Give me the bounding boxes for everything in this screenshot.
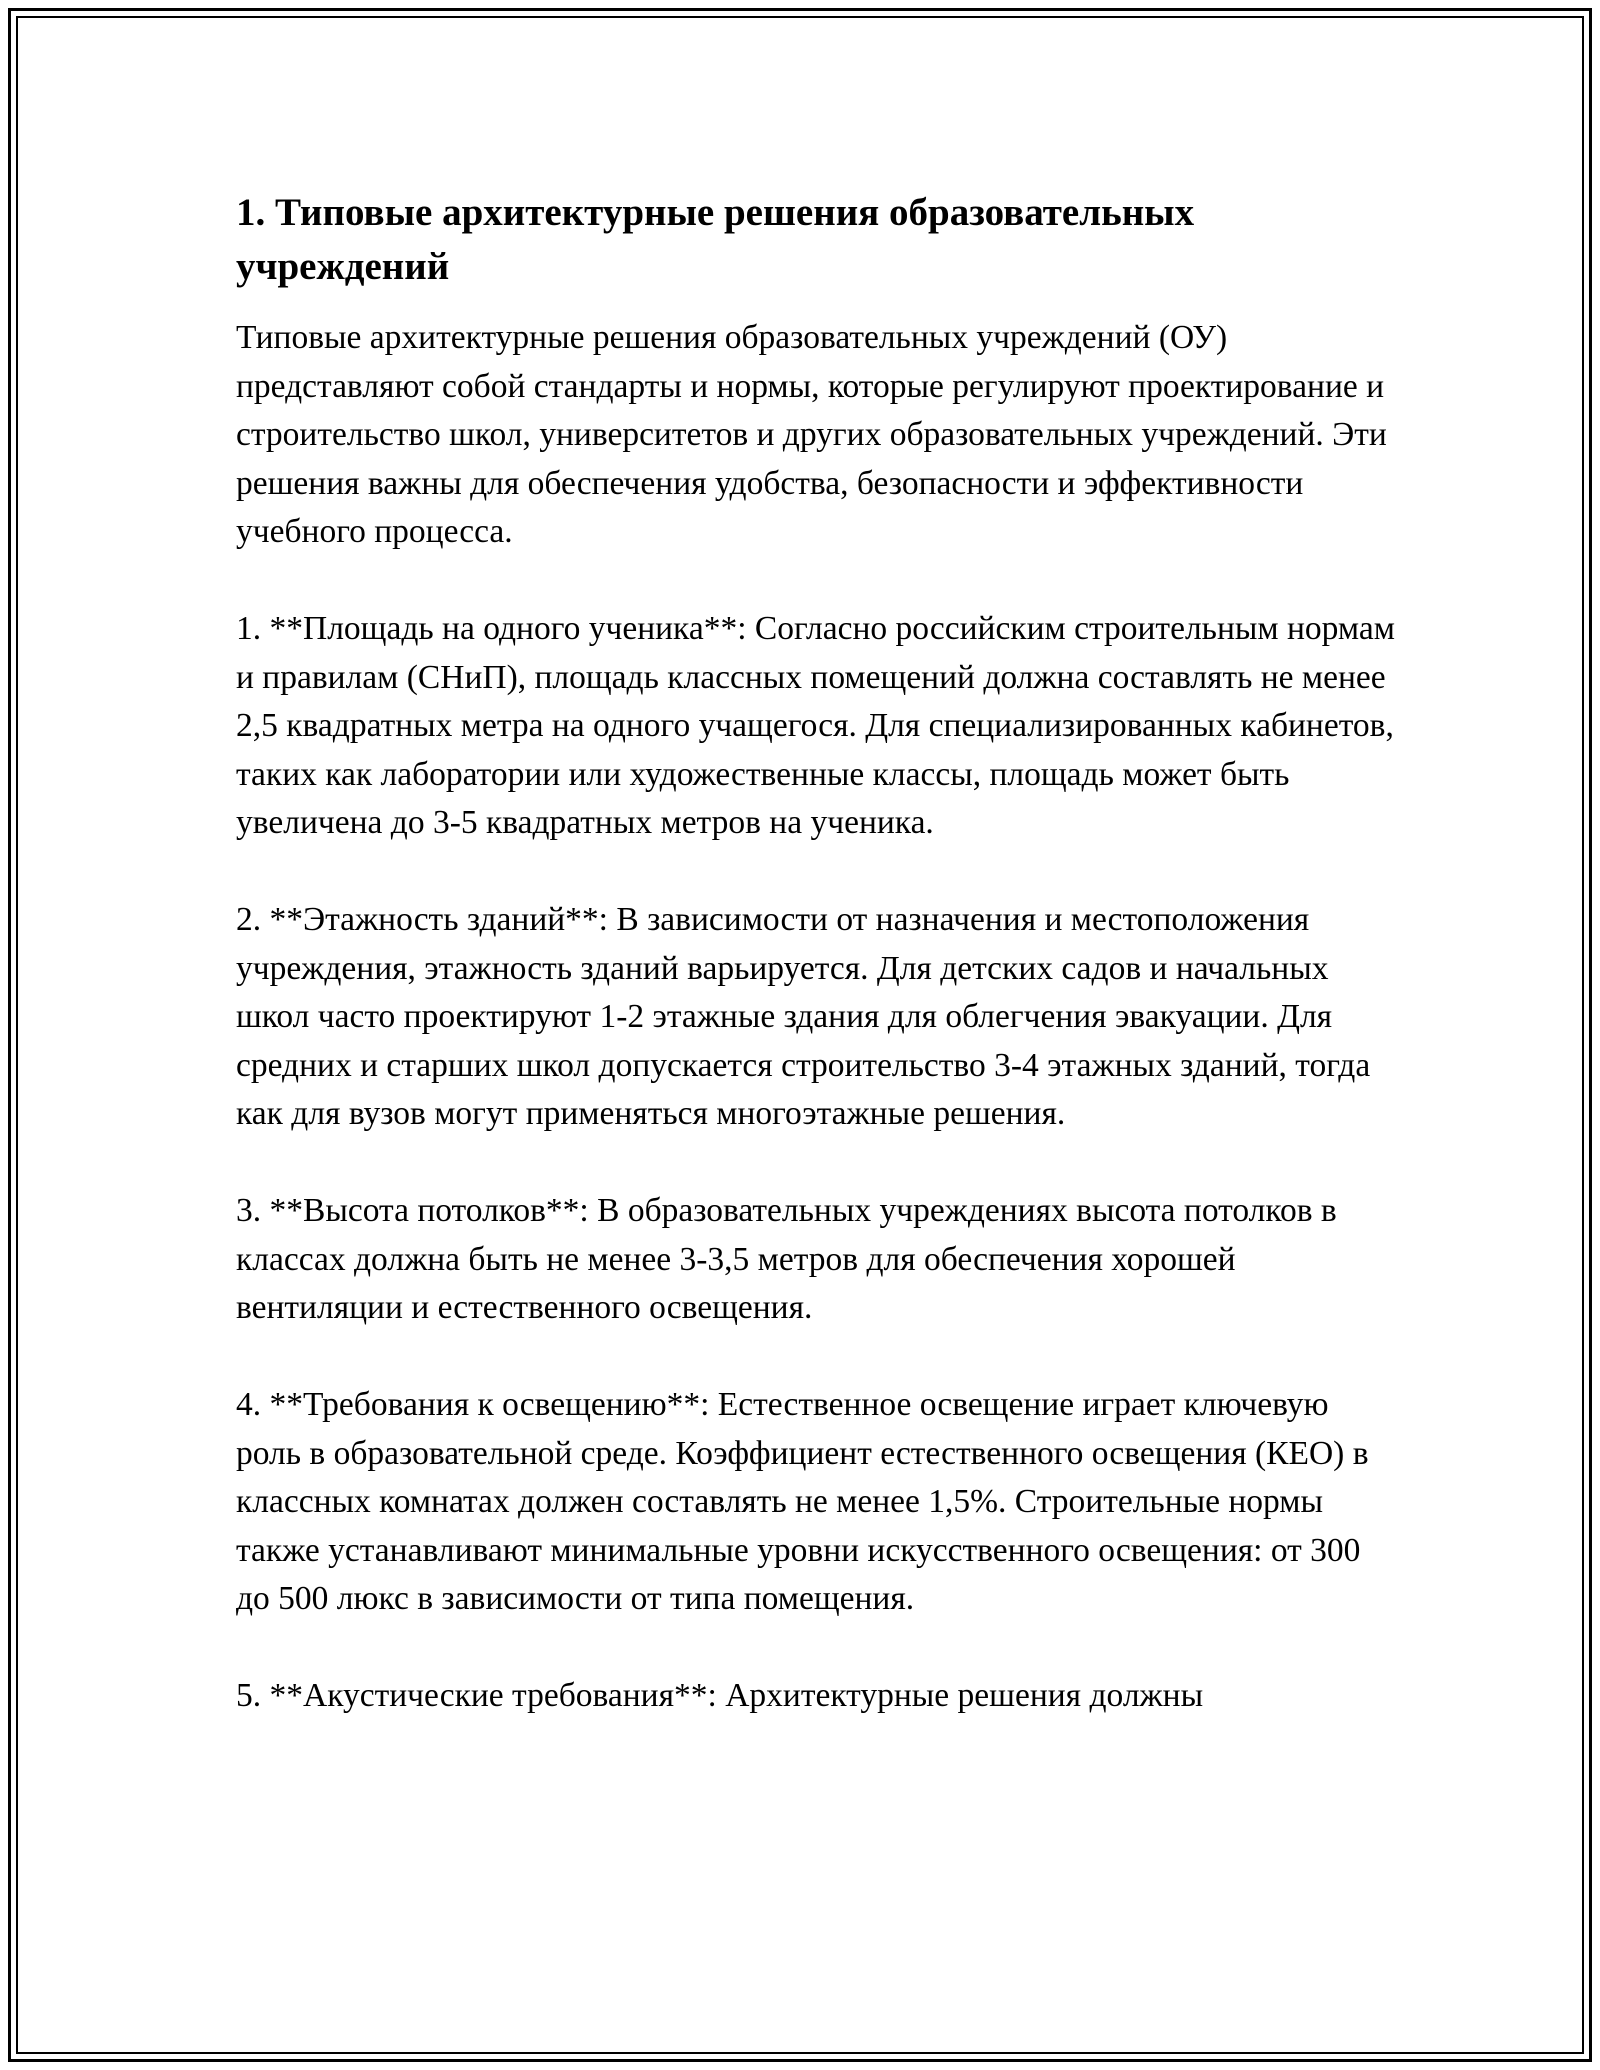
item-lighting-requirements: 4. **Требования к освещению**: Естественное освещение играет ключевую роль в образовательной среде. Коэффициент естественного освещения (КЕО) в классных комнатах должен составлять не менее 1,5%. Строительные нормы также устанавливают минимальные уровни искусственного освещения: от 300 до 500 люкс в зависимости от типа помещения. [236,1386,1369,1617]
item-building-floors: 2. **Этажность зданий**: В зависимости от назначения и местоположения учреждения, этажность зданий варьируется. Для детских садов и начальных школ часто проектируют 1-2 этажные здания для облегчения эвакуации. Для средних и старших школ допускается строительство 3-4 этажных зданий, тогда как для вузов могут применяться многоэтажные решения. [236,901,1371,1132]
item-ceiling-height: 3. **Высота потолков**: В образовательных учреждениях высота потолков в классах должна быть не менее 3-3,5 метров для обеспечения хорошей вентиляции и естественного освещения. [236,1192,1337,1326]
intro-paragraph: Типовые архитектурные решения образовательных учреждений (ОУ) представляют собой стандарты и нормы, которые регулируют проектирование и строительство школ, университетов и других образовательных учреждений. Эти решения важны для обеспечения удобства, безопасности и эффективности учебного процесса. [236,319,1387,550]
item-area-per-student: 1. **Площадь на одного ученика**: Согласно российским строительным нормам и правилам (СНиП), площадь классных помещений должна составлять не менее 2,5 квадратных метра на одного учащегося. Для специализированных кабинетов, таких как лаборатории или художественные классы, площадь может быть увеличена до 3-5 квадратных метров на ученика. [236,610,1395,841]
document-body [236,186,1396,1769]
item-acoustic-requirements: 5. **Акустические требования**: Архитектурные решения должны [236,1677,1204,1714]
section-heading: 1. Типовые архитектурные решения образовательных учреждений [236,191,1195,288]
